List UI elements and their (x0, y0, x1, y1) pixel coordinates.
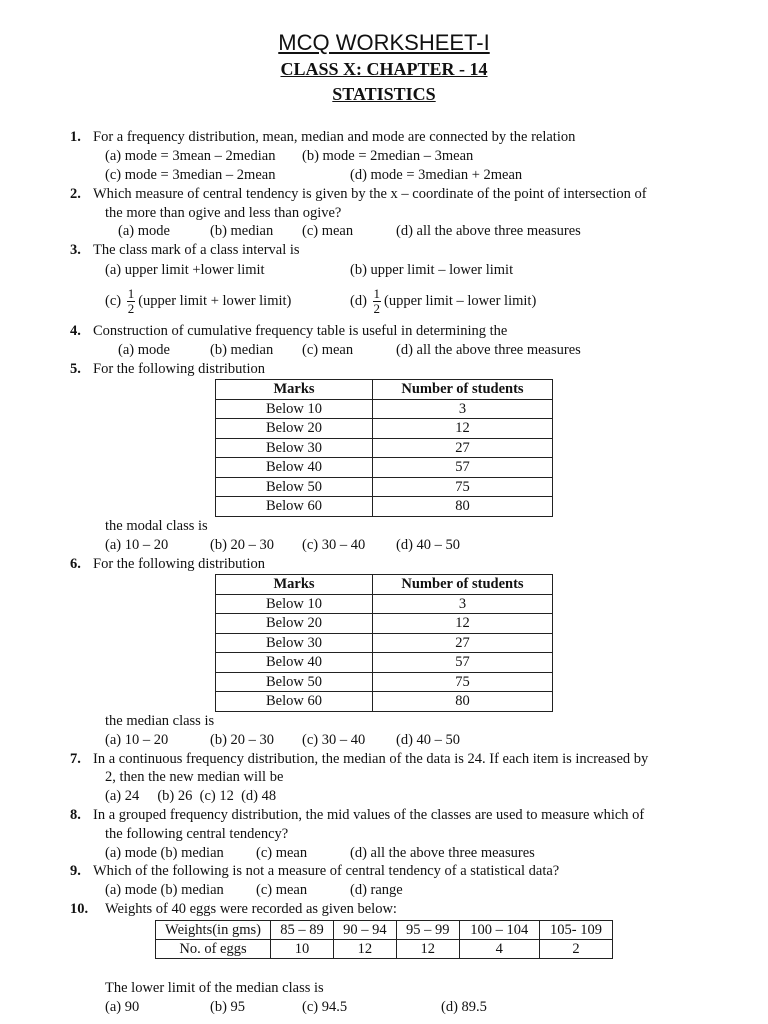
table-cell: 27 (373, 633, 553, 653)
question-number: 9. (70, 863, 81, 879)
option-c: (c) mode = 3median – 2mean (105, 167, 276, 183)
option-d: (d) all the above three measures (396, 342, 581, 358)
question-text: Which of the following is not a measure of central tendency of a statistical data? (93, 863, 560, 879)
question-number: 10. (70, 901, 89, 917)
table-cell: 12 (373, 614, 553, 634)
table-row (216, 633, 553, 653)
option-d: (d) 40 – 50 (396, 537, 461, 553)
question-number: 3. (70, 242, 81, 258)
fraction-numerator: 1 (127, 286, 135, 302)
table-row (216, 692, 553, 712)
question-number: 1. (70, 129, 81, 145)
option-a: (a) mode (118, 342, 170, 358)
table-cell: 12 (333, 940, 396, 959)
table-cell: Below 50 (216, 672, 373, 692)
class-chapter-subtitle: CLASS X: CHAPTER - 14 (280, 59, 488, 79)
table-cell: Below 40 (216, 653, 373, 673)
table-cell: Below 40 (216, 458, 373, 478)
fraction-denominator: 2 (373, 301, 381, 317)
one-half-fraction (127, 287, 136, 316)
option-label: (c) (105, 293, 122, 309)
option-b: (b) mode = 2median – 3mean (302, 148, 474, 164)
table-cell: 3 (373, 399, 553, 419)
egg-weights-table (155, 920, 613, 959)
table-cell: 27 (373, 438, 553, 458)
table-cell: 3 (373, 594, 553, 614)
option-c: (c) mean (256, 845, 308, 861)
table-cell: Below 60 (216, 692, 373, 712)
option-b: (b) median (210, 342, 274, 358)
table-cell: 80 (373, 497, 553, 517)
worksheet-title: MCQ WORKSHEET-I (278, 30, 490, 55)
option-d: (d) all the above three measures (350, 845, 535, 861)
option-d: (d) mode = 3median + 2mean (350, 167, 523, 183)
table-cell: Below 10 (216, 399, 373, 419)
question-prompt: The lower limit of the median class is (105, 980, 324, 996)
option-a: (a) mode = 3mean – 2median (105, 148, 276, 164)
question-number: 7. (70, 751, 81, 767)
question-prompt: the median class is (105, 713, 215, 729)
table-row (216, 653, 553, 673)
option-a: (a) 10 – 20 (105, 732, 169, 748)
table-cell: 12 (373, 419, 553, 439)
row-label-eggs: No. of eggs (156, 940, 271, 959)
option-a: (a) upper limit +lower limit (105, 262, 265, 278)
question-number: 4. (70, 323, 81, 339)
table-cell: Below 30 (216, 438, 373, 458)
option-text: (upper limit – lower limit) (384, 293, 537, 309)
table-cell: Below 60 (216, 497, 373, 517)
option-label: (d) (350, 293, 367, 309)
table-cell: 85 – 89 (271, 921, 334, 940)
table-row (156, 940, 613, 959)
table-cell: 12 (396, 940, 459, 959)
one-half-fraction (373, 287, 382, 316)
column-header-students: Number of students (373, 575, 553, 595)
table-header-row (216, 380, 553, 400)
option-b: (b) median (210, 223, 274, 239)
table-row (216, 497, 553, 517)
column-header-marks: Marks (216, 575, 373, 595)
table-cell: 105- 109 (539, 921, 612, 940)
option-c: (c) 30 – 40 (302, 732, 366, 748)
question-prompt: the modal class is (105, 518, 208, 534)
table-row (216, 399, 553, 419)
column-header-marks: Marks (216, 380, 373, 400)
table-row (216, 458, 553, 478)
question-text: Weights of 40 eggs were recorded as given below: (105, 901, 397, 917)
table-row (216, 594, 553, 614)
option-a: (a) mode (118, 223, 170, 239)
table-cell: Below 20 (216, 419, 373, 439)
question-number: 5. (70, 361, 81, 377)
question-number: 2. (70, 186, 81, 202)
table-cell: 57 (373, 653, 553, 673)
table-cell: 80 (373, 692, 553, 712)
distribution-table (215, 379, 553, 517)
option-b: (b) 20 – 30 (210, 537, 275, 553)
question-text: In a grouped frequency distribution, the mid values of the classes are used to measure which of (93, 807, 645, 823)
option-d (350, 284, 536, 318)
table-cell: 10 (271, 940, 334, 959)
table-cell: 57 (373, 458, 553, 478)
table-cell: Below 10 (216, 594, 373, 614)
question-text: For the following distribution (93, 556, 265, 572)
table-cell: 100 – 104 (459, 921, 539, 940)
option-a: (a) 90 (105, 999, 140, 1015)
question-text: For a frequency distribution, mean, median and mode are connected by the relation (93, 129, 576, 145)
table-cell: 95 – 99 (396, 921, 459, 940)
question-text-continued: 2, then the new median will be (105, 769, 284, 785)
option-d: (d) all the above three measures (396, 223, 581, 239)
option-b: (b) upper limit – lower limit (350, 262, 514, 278)
option-a-b: (a) mode (b) median (105, 845, 224, 861)
table-cell: Below 20 (216, 614, 373, 634)
option-c: (c) 94.5 (302, 999, 348, 1015)
question-text: Which measure of central tendency is given by the x – coordinate of the point of intersection of (93, 186, 647, 202)
table-cell: 2 (539, 940, 612, 959)
question-text: In a continuous frequency distribution, the median of the data is 24. If each item is increased by (93, 751, 649, 767)
table-header-row (216, 575, 553, 595)
distribution-table (215, 574, 553, 712)
option-c: (c) 30 – 40 (302, 537, 366, 553)
option-a-b: (a) mode (b) median (105, 882, 224, 898)
option-d: (d) 40 – 50 (396, 732, 461, 748)
table-cell: Below 50 (216, 477, 373, 497)
question-text: For the following distribution (93, 361, 265, 377)
question-text-continued: the more than ogive and less than ogive? (105, 205, 342, 221)
table-row (216, 477, 553, 497)
table-cell: 75 (373, 672, 553, 692)
option-d: (d) 89.5 (441, 999, 487, 1015)
question-text-continued: the following central tendency? (105, 826, 289, 842)
table-cell: 4 (459, 940, 539, 959)
column-header-students: Number of students (373, 380, 553, 400)
table-row (216, 438, 553, 458)
option-a: (a) 10 – 20 (105, 537, 169, 553)
table-cell: Below 30 (216, 633, 373, 653)
option-c: (c) mean (256, 882, 308, 898)
table-cell: 75 (373, 477, 553, 497)
question-number: 8. (70, 807, 81, 823)
question-text: The class mark of a class interval is (93, 242, 300, 258)
option-d: (d) range (350, 882, 403, 898)
fraction-numerator: 1 (373, 286, 381, 302)
question-number: 6. (70, 556, 81, 572)
fraction-denominator: 2 (127, 301, 135, 317)
option-b: (b) 95 (210, 999, 246, 1015)
option-c (105, 284, 291, 318)
row-label-weights: Weights(in gms) (156, 921, 271, 940)
question-text: Construction of cumulative frequency table is useful in determining the (93, 323, 508, 339)
option-text: (upper limit + lower limit) (138, 293, 292, 309)
table-row (216, 614, 553, 634)
table-cell: 90 – 94 (333, 921, 396, 940)
table-row (216, 419, 553, 439)
options-line: (a) 24 (b) 26 (c) 12 (d) 48 (105, 788, 277, 804)
option-c: (c) mean (302, 342, 354, 358)
option-b: (b) 20 – 30 (210, 732, 275, 748)
table-row (216, 672, 553, 692)
table-row (156, 921, 613, 940)
option-c: (c) mean (302, 223, 354, 239)
topic-heading: STATISTICS (332, 84, 436, 104)
